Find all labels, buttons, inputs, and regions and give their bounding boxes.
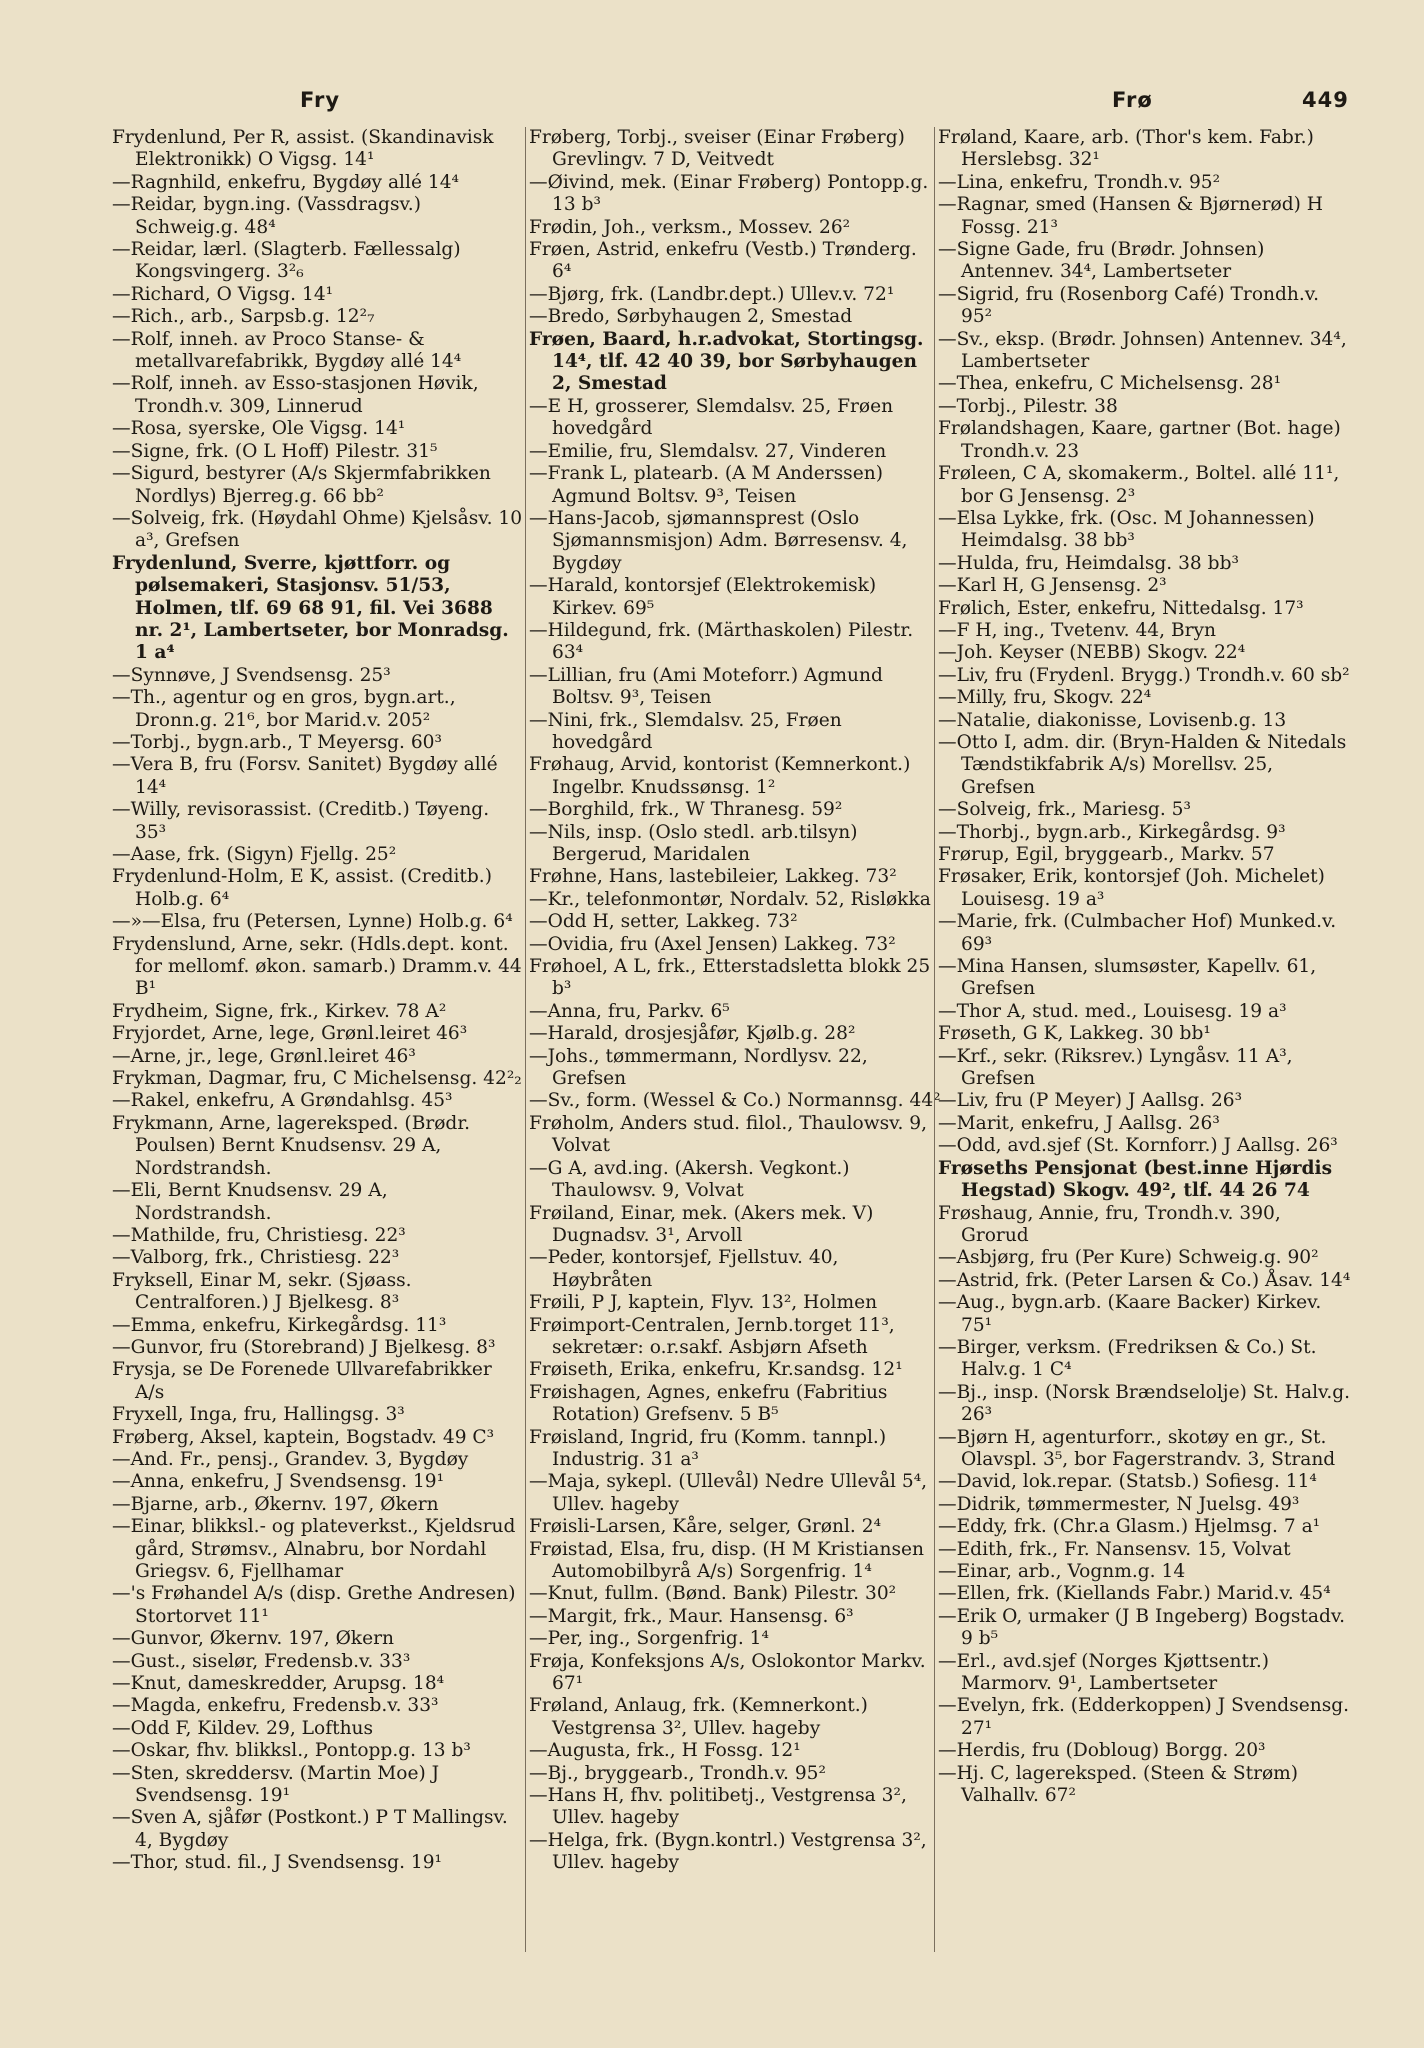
directory-entry: —Nils, insp. (Oslo stedl. arb.tilsyn) Bergerud, Maridalen [529,821,858,865]
directory-entry: Frydenlund-Holm, E K, assist. (Creditb.) Holb.g. 6⁴ [112,866,492,910]
directory-entry: —Emma, enkefru, Kirkegårdsg. 11³ [112,1314,447,1336]
directory-entry: —Otto I, adm. dir. (Bryn-Halden & Nitedals Tændstikfabrik A/s) Morellsv. 25, Grefsen [938,731,1347,798]
running-head-left: Fry [300,88,341,112]
directory-entry: —Lina, enkefru, Trondh.v. 95² [938,171,1221,193]
directory-entry: Frøland, Anlaug, frk. (Kemnerkont.) Vestgrensa 3², Ullev. hageby [529,1695,868,1739]
directory-entry: —Ellen, frk. (Kiellands Fabr.) Marid.v. 45⁴ [938,1583,1331,1605]
directory-entry: —Øivind, mek. (Einar Frøberg) Pontopp.g. 13 b³ [529,171,929,216]
directory-entry: —Synnøve, J Svendsensg. 25³ [112,664,391,686]
directory-entry: Frykmann, Arne, lagereksped. (Brødr. Poulsen) Bernt Knudsensv. 29 A, Nordstrandsh. [112,1112,471,1179]
directory-entry: —Thea, enkefru, C Michelsensg. 28¹ [938,373,1282,395]
directory-entry: Frølandshagen, Kaare, gartner (Bot. hage) Trondh.v. 23 [938,418,1341,462]
directory-entry: Frøholm, Anders stud. filol., Thaulowsv. 9, Volvat [529,1112,928,1157]
directory-entry: —Aug., bygn.arb. (Kaare Backer) Kirkev. 75¹ [938,1292,1322,1336]
directory-column-3 [934,127,1352,1952]
directory-entry: Frøhaug, Arvid, kontorist (Kemnerkont.) Ingelbr. Knudssønsg. 1² [529,754,911,798]
directory-entry: —»—Elsa, fru (Petersen, Lynne) Holb.g. 6⁴ [112,911,513,933]
directory-entry: Frøiland, Einar, mek. (Akers mek. V) Dugnadsv. 3¹, Arvoll [529,1202,874,1246]
directory-entry: —Birger, verksm. (Fredriksen & Co.) St. Halv.g. 1 C⁴ [938,1336,1317,1381]
directory-entry: —Kr., telefonmontør, Nordalv. 52, Risløkka [529,888,931,910]
directory-entry: —Helga, frk. (Bygn.kontrl.) Vestgrensa 3², Ullev. hageby [529,1829,927,1874]
directory-entry: —Torbj., bygn.arb., T Meyersg. 60³ [112,731,442,753]
directory-entry: Frøja, Konfeksjons A/s, Oslokontor Markv. 67¹ [529,1650,926,1695]
directory-entry: —Herdis, fru (Dobloug) Borgg. 20³ [938,1740,1266,1762]
directory-entry: —F H, ing., Tvetenv. 44, Bryn [938,619,1216,641]
directory-entry: —Sigrid, fru (Rosenborg Café) Trondh.v. 95² [938,283,1319,328]
directory-entry: —Astrid, frk. (Peter Larsen & Co.) Åsav. 14⁴ [938,1269,1351,1291]
directory-entry: —Sv., eksp. (Brødr. Johnsen) Antennev. 34⁴, Lambertseter [938,328,1347,373]
directory-entry: —Gust., siselør, Fredensb.v. 33³ [112,1650,411,1672]
directory-entry: —Rosa, syerske, Ole Vigsg. 14¹ [112,418,406,440]
directory-entry: —Sven A, sjåfør (Postkont.) P T Mallingsv. 4, Bygdøy [112,1807,508,1851]
directory-entry: —Hj. C, lagereksped. (Steen & Strøm) Valhallv. 67² [938,1762,1299,1807]
directory-entry: —Einar, blikksl.- og plateverkst., Kjeldsrud gård, Strømsv., Alnabru, bor Nordahl Griegsv. 6, Fjellhamar [112,1516,516,1582]
directory-entry: —Harald, drosjesjåfør, Kjølb.g. 28² [529,1023,856,1045]
directory-entry: —Willy, revisorassist. (Creditb.) Tøyeng. 35³ [112,799,490,843]
directory-entry: —Magda, enkefru, Fredensb.v. 33³ [112,1695,439,1717]
directory-entry: —Elsa Lykke, frk. (Osc. M Johannessen) Heimdalsg. 38 bb³ [938,507,1315,552]
directory-entry: Frydenslund, Arne, sekr. (Hdls.dept. kont. for mellomf. økon. samarb.) Dramm.v. 44 B¹ [112,933,522,1000]
directory-entry: —Rich., arb., Sarpsb.g. 12²₇ [112,306,375,328]
directory-entry: —Ragnar, smed (Hansen & Bjørnerød) H Fossg. 21³ [938,194,1324,238]
directory-entry: —Peder, kontorsjef, Fjellstuv. 40, Høybråten [529,1247,839,1291]
directory-entry: Frysja, se De Forenede Ullvarefabrikker A/s [112,1359,492,1403]
directory-entry: —Edith, frk., Fr. Nansensv. 15, Volvat [938,1538,1291,1560]
directory-entry: —Vera B, fru (Forsv. Sanitet) Bygdøy allé 14⁴ [112,754,498,798]
directory-entry: —Rakel, enkefru, A Grøndahlsg. 45³ [112,1090,453,1112]
directory-entry: —Solveig, frk., Mariesg. 5³ [938,799,1191,821]
directory-entry: Frørup, Egil, bryggearb., Markv. 57 [938,844,1275,865]
directory-entry: —Einar, arb., Vognm.g. 14 [938,1561,1186,1582]
directory-entry: —Odd, avd.sjef (St. Kornforr.) J Aallsg. 26³ [938,1135,1338,1157]
directory-entry: Frøimport-Centralen, Jernb.torget 11³, sekretær: o.r.sakf. Asbjørn Afseth [529,1314,895,1358]
directory-entry: —Sv., form. (Wessel & Co.) Normannsg. 44² [529,1090,941,1112]
directory-entry: —Karl H, G Jensensg. 2³ [938,575,1167,597]
directory-entry: —Anna, fru, Parkv. 6⁵ [529,1000,730,1022]
directory-entry: —Oskar, fhv. blikksl., Pontopp.g. 13 b³ [112,1740,471,1762]
directory-entry: Frøseth, G K, Lakkeg. 30 bb¹ [938,1023,1211,1045]
directory-entry: —Frank L, platearb. (A M Anderssen) Agmund Boltsv. 9³, Teisen [529,463,883,507]
directory-entry: —Hildegund, frk. (Märthaskolen) Pilestr. 63⁴ [529,619,914,664]
directory-entry: —Eddy, frk. (Chr.a Glasm.) Hjelmsg. 7 a¹ [938,1516,1321,1538]
directory-entry: —Reidar, bygn.ing. (Vassdragsv.) Schweig.g. 48⁴ [112,194,421,238]
directory-entry: —Milly, fru, Skogv. 22⁴ [938,687,1152,709]
directory-entry: Frydenlund, Per R, assist. (Skandinavisk Elektronikk) O Vigsg. 14¹ [112,127,494,171]
directory-entry: Frøen, Astrid, enkefru (Vestb.) Trønderg. 6⁴ [529,239,917,283]
directory-entry: —Knut, fullm. (Bønd. Bank) Pilestr. 30² [529,1583,897,1605]
directory-entry: —Borghild, frk., W Thranesg. 59² [529,799,843,821]
running-head-right: Frø [1112,88,1153,112]
directory-entry: —Hans H, fhv. politibetj., Vestgrensa 3², Ullev. hageby [529,1785,907,1829]
directory-entry: —Mathilde, fru, Christiesg. 22³ [112,1224,406,1246]
directory-entry: Frøhoel, A L, frk., Etterstadsletta blokk 25 b³ [529,956,931,1000]
directory-entry: —Maja, sykepl. (Ullevål) Nedre Ullevål 5⁴, Ullev. hageby [529,1471,928,1515]
directory-entry: —Per, ing., Sorgenfrig. 1⁴ [529,1628,769,1650]
directory-entry: —Richard, O Vigsg. 14¹ [112,283,334,305]
directory-entry: —Thor, stud. fil., J Svendsensg. 19¹ [112,1852,443,1874]
directory-entry: Frøili, P J, kaptein, Flyv. 13², Holmen [529,1292,878,1314]
directory-entry: —Anna, enkefru, J Svendsensg. 19¹ [112,1471,445,1493]
directory-entry: —Didrik, tømmermester, N Juelsg. 49³ [938,1493,1300,1515]
directory-entry: —Bj., bryggearb., Trondh.v. 95² [529,1762,826,1784]
directory-entry: Frøberg, Aksel, kaptein, Bogstadv. 49 C³ [112,1426,495,1448]
directory-column-1 [112,127,524,1875]
directory-entry: Frøisland, Ingrid, fru (Komm. tannpl.) Industrig. 31 a³ [529,1426,887,1470]
directory-entry: —David, lok.repar. (Statsb.) Sofiesg. 11⁴ [938,1471,1317,1493]
directory-entry: —Gunvor, Økernv. 197, Økern [112,1628,394,1650]
directory-entry: —Erl., avd.sjef (Norges Kjøttsentr.) Marmorv. 9¹, Lambertseter [938,1650,1270,1695]
directory-entry: Frøsaker, Erik, kontorsjef (Joh. Michelet) Louisesg. 19 a³ [938,866,1325,910]
directory-entry: —Gunvor, fru (Storebrand) J Bjelkesg. 8³ [112,1336,496,1358]
directory-entry: —Th., agentur og en gros, bygn.art., Dronn.g. 21⁶, bor Marid.v. 205² [112,687,456,731]
directory-entry: —Joh. Keyser (NEBB) Skogv. 22⁴ [938,642,1246,664]
directory-entry: —Margit, frk., Maur. Hansensg. 6³ [529,1605,854,1627]
directory-entry: —Thorbj., bygn.arb., Kirkegårdsg. 9³ [938,821,1286,843]
directory-entry: Frøleen, C A, skomakerm., Boltel. allé 11¹, bor G Jensensg. 2³ [938,463,1340,507]
directory-entry: Frøland, Kaare, arb. (Thor's kem. Fabr.) Herslebsg. 32¹ [938,127,1314,171]
directory-entry: —Augusta, frk., H Fossg. 12¹ [529,1740,801,1762]
directory-entry: Frydheim, Signe, frk., Kirkev. 78 A² [112,1000,447,1022]
directory-entry: —Aase, frk. (Sigyn) Fjellg. 25² [112,844,397,865]
directory-entry: —Signe Gade, fru (Brødr. Johnsen) Antennev. 34⁴, Lambertseter [938,239,1265,283]
directory-entry: —And. Fr., pensj., Grandev. 3, Bygdøy [112,1448,469,1470]
directory-entry: —Asbjørg, fru (Per Kure) Schweig.g. 90² [938,1247,1319,1269]
directory-entry: —Reidar, lærl. (Slagterb. Fællessalg) Kongsvingerg. 3²₆ [112,239,461,283]
directory-entry: Fryxell, Inga, fru, Hallingsg. 3³ [112,1404,405,1426]
directory-entry: —Mina Hansen, slumsøster, Kapellv. 61, Grefsen [938,956,1317,1000]
directory-entry: —Ovidia, fru (Axel Jensen) Lakkeg. 73² [529,933,896,955]
directory-entry: —Liv, fru (P Meyer) J Aallsg. 26³ [938,1090,1243,1112]
directory-entry: —Hans-Jacob, sjømannsprest (Oslo Sjømannsmisjon) Adm. Børresensv. 4, Bygdøy [529,507,908,574]
directory-entry: —Evelyn, frk. (Edderkoppen) J Svendsensg. 27¹ [938,1695,1350,1739]
directory-entry: —Liv, fru (Frydenl. Brygg.) Trondh.v. 60 sb² [938,664,1350,686]
directory-entry: —Torbj., Pilestr. 38 [938,395,1118,417]
directory-entry: —Signe, frk. (O L Hoff) Pilestr. 31⁵ [112,440,438,462]
directory-entry: —Rolf, inneh. av Esso-stasjonen Høvik, Trondh.v. 309, Linnerud [112,373,479,417]
directory-entry: —Emilie, fru, Slemdalsv. 27, Vinderen [529,440,887,462]
directory-entry: —Bj., insp. (Norsk Brændselolje) St. Halv.g. 26³ [938,1381,1351,1426]
directory-entry: —Rolf, inneh. av Proco Stanse- & metallvarefabrikk, Bygdøy allé 14⁴ [112,328,462,373]
directory-entry: Frøiseth, Erika, enkefru, Kr.sandsg. 12¹ [529,1359,903,1381]
directory-entry: —'s Frøhandel A/s (disp. Grethe Andresen) Stortorvet 11¹ [112,1583,516,1627]
directory-entry: —Natalie, diakonisse, Lovisenb.g. 13 [938,709,1287,731]
directory-entry: —Bredo, Sørbyhaugen 2, Smestad [529,306,853,328]
directory-entry: —Odd F, Kildev. 29, Lofthus [112,1717,374,1739]
directory-entry: —Sigurd, bestyrer (A/s Skjermfabrikken Nordlys) Bjerreg.g. 66 bb² [112,463,491,507]
directory-entry: Fryjordet, Arne, lege, Grønl.leiret 46³ [112,1023,468,1045]
directory-entry: —Bjørg, frk. (Landbr.dept.) Ullev.v. 72¹ [529,283,895,305]
directory-entry: —Knut, dameskredder, Arupsg. 18⁴ [112,1673,445,1695]
directory-entry: Frøseths Pensjonat (best.inne Hjørdis Hegstad) Skogv. 49², tlf. 44 26 74 [938,1157,1333,1202]
directory-entry: —Sten, skreddersv. (Martin Moe) J Svendsensg. 19¹ [112,1762,440,1807]
directory-entry: —Solveig, frk. (Høydahl Ohme) Kjelsåsv. 10 a³, Grefsen [112,507,523,552]
directory-entry: —Marit, enkefru, J Aallsg. 26³ [938,1112,1220,1134]
directory-entry: Frødin, Joh., verksm., Mossev. 26² [529,216,851,238]
directory-entry: Frøishagen, Agnes, enkefru (Fabritius Rotation) Grefsenv. 5 B⁵ [529,1381,888,1426]
directory-entry: —Johs., tømmermann, Nordlysv. 22, Grefsen [529,1045,868,1090]
directory-entry: —Odd H, setter, Lakkeg. 73² [529,911,798,933]
directory-entry: Frydenlund, Sverre, kjøttforr. og pølsemakeri, Stasjonsv. 51/53, Holmen, tlf. 69 68 91, fil. Vei 3688 nr. 2¹, Lambertseter, bor Monradsg. 1 a⁴ [112,552,509,664]
directory-column-2 [525,127,941,1952]
directory-entry: —E H, grosserer, Slemdalsv. 25, Frøen hovedgård [529,395,894,440]
directory-entry: Frølich, Ester, enkefru, Nittedalsg. 17³ [938,597,1304,619]
directory-entry: —Lillian, fru (Ami Moteforr.) Agmund Boltsv. 9³, Teisen [529,664,883,709]
directory-entry: Fryksell, Einar M, sekr. (Sjøass. Centralforen.) J Bjelkesg. 8³ [112,1269,412,1314]
directory-entry: —Krf., sekr. (Riksrev.) Lyngåsv. 11 A³, Grefsen [938,1045,1293,1090]
directory-entry: —Erik O, urmaker (J B Ingeberg) Bogstadv. 9 b⁵ [938,1605,1346,1650]
directory-entry: Frøen, Baard, h.r.advokat, Stortingsg. 14⁴, tlf. 42 40 39, bor Sørbyhaugen 2, Smestad [529,328,924,395]
directory-entry: Frøistad, Elsa, fru, disp. (H M Kristiansen Automobilbyrå A/s) Sorgenfrig. 1⁴ [529,1538,924,1582]
directory-entry: —Harald, kontorsjef (Elektrokemisk) Kirkev. 69⁵ [529,575,877,619]
directory-entry: —G A, avd.ing. (Akersh. Vegkont.) Thaulowsv. 9, Volvat [529,1157,850,1202]
directory-entry: —Hulda, fru, Heimdalsg. 38 bb³ [938,552,1239,574]
directory-entry: —Thor A, stud. med., Louisesg. 19 a³ [938,1000,1287,1022]
directory-entry: —Arne, jr., lege, Grønl.leiret 46³ [112,1045,416,1067]
directory-entry: Frøshaug, Annie, fru, Trondh.v. 390, Grorud [938,1202,1281,1246]
directory-entry: —Nini, frk., Slemdalsv. 25, Frøen hovedgård [529,709,842,753]
directory-entry: Frøhne, Hans, lastebileier, Lakkeg. 73² [529,866,897,888]
directory-entry: —Marie, frk. (Culmbacher Hof) Munked.v. 69³ [938,911,1337,955]
directory-entry: Frøisli-Larsen, Kåre, selger, Grønl. 2⁴ [529,1516,882,1538]
directory-entry: —Bjørn H, agenturforr., skotøy en gr., St. Olavspl. 3⁵, bor Fagerstrandv. 3, Strand [938,1426,1336,1470]
directory-entry: Frøberg, Torbj., sveiser (Einar Frøberg) Grevlingv. 7 D, Veitvedt [529,127,905,171]
page-header [0,88,1424,118]
directory-entry: —Valborg, frk., Christiesg. 22³ [112,1247,400,1269]
directory-entry: Frykman, Dagmar, fru, C Michelsensg. 42²₂ [112,1068,522,1090]
directory-entry: —Eli, Bernt Knudsensv. 29 A, Nordstrandsh. [112,1180,388,1224]
page-number: 449 [1302,88,1349,112]
directory-entry: —Ragnhild, enkefru, Bygdøy allé 14⁴ [112,171,459,193]
directory-entry: —Bjarne, arb., Økernv. 197, Økern [112,1493,439,1515]
